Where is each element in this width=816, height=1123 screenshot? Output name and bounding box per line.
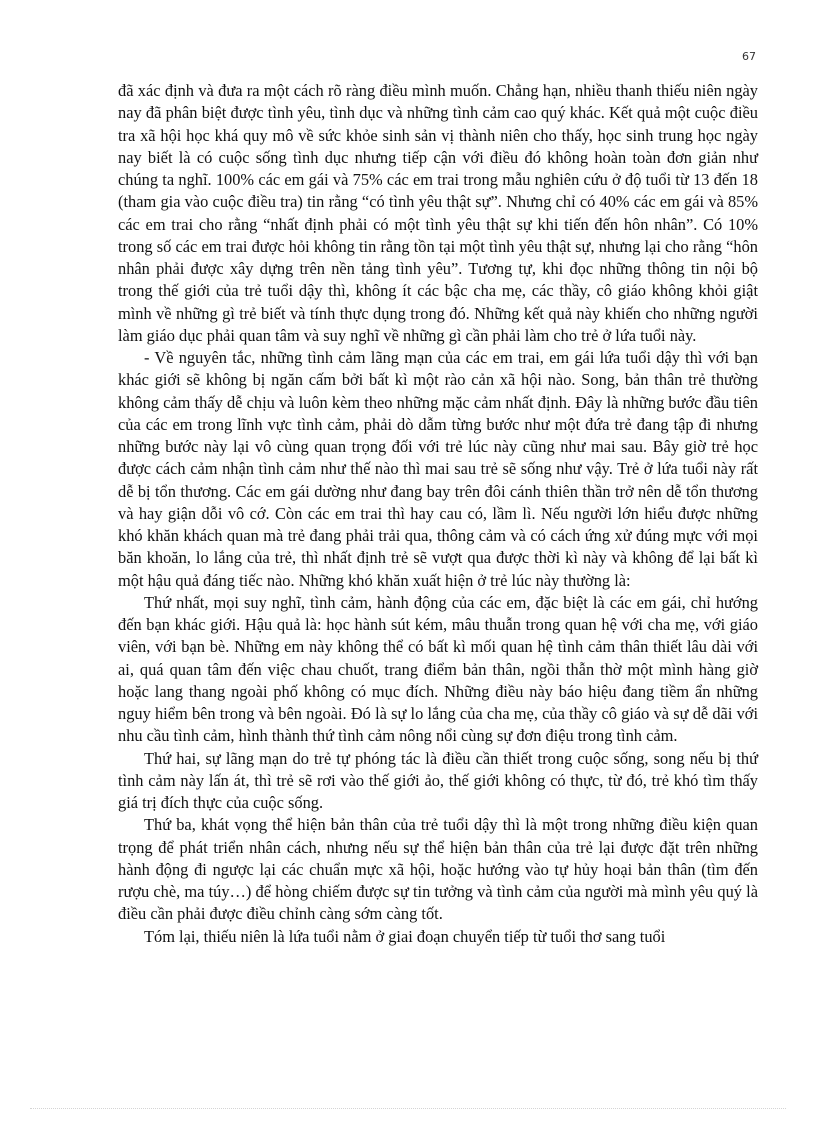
paragraph-2: - Về nguyên tắc, những tình cảm lãng mạn của các em trai, em gái lứa tuổi dậy thì với bạn khác giới sẽ không bị ngăn cấm bởi bất kì một rào cản xã hội nào. Song, bản thân trẻ thường không cảm thấy dễ chịu và luôn kèm theo những mặc cảm nhất định. Đây là những bước đầu tiên của các em trong lĩnh vực tình cảm, phải dò dẫm từng bước như một đứa trẻ đang tập đi nhưng những bước này lại vô cùng quan trọng đối với trẻ lúc này cũng như mai sau. Bây giờ trẻ học được cách cảm nhận tình cảm như thế nào thì mai sau trẻ sẽ sống như vậy. Trẻ ở lứa tuổi này rất dễ bị tổn thương. Các em gái dường như đang bay trên đôi cánh thiên thần trở nên dễ tổn thương và hay giận dỗi vô cớ. Còn các em trai thì hay cau có, lầm lì. Nếu người lớn hiểu được những khó khăn khách quan mà trẻ đang phải trải qua, thông cảm và có cách ứng xử đúng mực với mọi băn khoăn, lo lắng của trẻ, thì nhất định trẻ sẽ vượt qua được thời kì này và không để lại bất kì một hậu quả đáng tiếc nào. Những khó khăn xuất hiện ở trẻ lúc này thường là: [118, 348, 758, 590]
paragraph-1: đã xác định và đưa ra một cách rõ ràng điều mình muốn. Chẳng hạn, nhiều thanh thiếu niên ngày nay đã phân biệt được tình yêu, tình dục và những tình cảm cao quý khác. Kết quả một cuộc điều tra xã hội học khá quy mô về sức khỏe sinh sản vị thành niên cho thấy, học sinh trung học ngày nay biết là có cuộc sống tình dục nhưng tiếp cận với điều đó không hoàn toàn đơn giản như chúng ta nghĩ. 100% các em gái và 75% các em trai trong mẫu nghiên cứu ở độ tuổi từ 13 đến 18 (tham gia vào cuộc điều tra) tin rằng “có tình yêu thật sự”. Nhưng chỉ có 40% các em gái và 85% các em trai cho rằng “nhất định phải có một tình yêu thật sự khi tiến đến hôn nhân”. Có 10% trong số các em trai được hỏi không tin rằng tồn tại một tình yêu thật sự, nhưng lại cho rằng “hôn nhân phải được xây dựng trên nền tảng tình yêu”. Tương tự, khi đọc những thông tin nội bộ trong thế giới của trẻ tuổi dậy thì, không ít các bậc cha mẹ, các thầy, cô giáo không khỏi giật mình về những gì trẻ biết và tính thực dụng trong đó. Những kết quả này khiến cho những người làm giáo dục phải quan tâm và suy nghĩ về những gì cần phải làm cho trẻ ở lứa tuổi này. [118, 81, 758, 345]
paragraph-3: Thứ nhất, mọi suy nghĩ, tình cảm, hành động của các em, đặc biệt là các em gái, chỉ hướng đến bạn khác giới. Hậu quả là: học hành sút kém, mâu thuẫn trong quan hệ với cha mẹ, với giáo viên, với bạn bè. Những em này không thể có bất kì mối quan hệ tình cảm thân thiết lâu dài với ai, quá quan tâm đến việc chau chuốt, trang điểm bản thân, ngồi thẫn thờ một mình hàng giờ hoặc lang thang ngoài phố không có mục đích. Những điều này báo hiệu đang tiềm ẩn những nguy hiểm bên trong và bên ngoài. Đó là sự lo lắng của cha mẹ, của thầy cô giáo và sự dễ dãi với nhu cầu tình cảm, hình thành thứ tình cảm nông nổi cùng sự đơn điệu trong tình cảm. [118, 592, 758, 746]
page-bottom-divider [30, 1108, 786, 1109]
paragraph-5: Thứ ba, khát vọng thể hiện bản thân của trẻ tuổi dậy thì là một trong những điều kiện quan trọng để phát triển nhân cách, nhưng nếu sự thể hiện bản thân của trẻ lại được đặt trên những hành động đi ngược lại các chuẩn mực xã hội, hoặc hướng vào tự hủy hoại bản thân (tìm đến rượu chè, ma túy…) để hòng chiếm được sự tin tưởng và tình cảm của người mà mình yêu quý là điều cần phải được điều chỉnh càng sớm càng tốt. [118, 815, 758, 924]
paragraph-6: Tóm lại, thiếu niên là lứa tuổi nằm ở giai đoạn chuyển tiếp từ tuổi thơ sang tuổi [144, 926, 666, 946]
paragraph-4: Thứ hai, sự lãng mạn do trẻ tự phóng tác là điều cần thiết trong cuộc sống, song nếu bị thứ tình cảm này lấn át, thì trẻ sẽ rơi vào thế giới ảo, thế giới không có thực, từ đó, trẻ khó tìm thấy giá trị đích thực của cuộc sống. [118, 748, 758, 812]
page-number: 67 [742, 50, 756, 63]
body-text [118, 80, 758, 948]
